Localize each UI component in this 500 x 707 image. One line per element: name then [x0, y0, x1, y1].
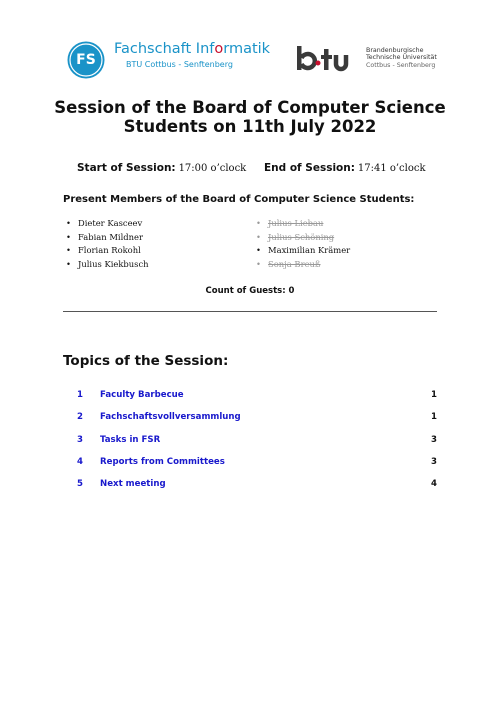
member-name: Julius Liebau: [268, 218, 324, 228]
bullet-icon: •: [66, 245, 71, 255]
session-end: [264, 162, 426, 174]
document-title: [40, 98, 460, 136]
member-item: [66, 217, 149, 231]
session-start: [77, 162, 246, 174]
start-label: Start of Session:: [77, 162, 176, 174]
btu-name: [366, 47, 437, 69]
toc-link[interactable]: Fachschaftsvollversammlung: [100, 412, 241, 423]
faculty-name-part1: Fachschaft Inf: [114, 41, 215, 57]
btu-line3: Cottbus - Senftenberg: [366, 61, 436, 69]
faculty-subtitle: BTU Cottbus - Senftenberg: [126, 60, 233, 69]
member-name: Dieter Kasceev: [78, 218, 143, 228]
bullet-icon: •: [66, 231, 71, 242]
end-label: End of Session:: [264, 162, 355, 174]
toc-link[interactable]: Reports from Committees: [100, 456, 225, 467]
toc-link[interactable]: Next meeting: [100, 479, 166, 490]
title-line2: Students on 11th July 2022: [123, 117, 377, 136]
member-name: Julius Kiekbusch: [78, 258, 149, 269]
bullet-icon: •: [256, 258, 261, 269]
toc-number[interactable]: 1: [77, 390, 83, 400]
toc-entry[interactable]: [63, 451, 437, 473]
toc-page-number: 1: [431, 412, 437, 423]
member-item-absent: [256, 217, 350, 231]
faculty-name: [114, 41, 270, 57]
bullet-icon: •: [256, 245, 261, 255]
toc-page-number: 1: [431, 390, 437, 400]
divider: [63, 311, 437, 312]
toc-number[interactable]: 5: [77, 479, 83, 490]
member-item-absent: [256, 231, 350, 245]
faculty-name-o: o: [214, 41, 224, 57]
present-members-heading: Present Members of the Board of Computer Science Students:: [63, 194, 415, 205]
toc-entry[interactable]: [63, 473, 437, 495]
member-name: Fabian Mildner: [78, 231, 143, 242]
members-list-left: [66, 217, 149, 271]
bullet-icon: •: [66, 258, 71, 269]
members-list-right: [256, 217, 350, 271]
btu-line2: Technische Universität: [366, 54, 437, 62]
toc-page-number: 3: [431, 434, 437, 445]
member-name: Maximilian Krämer: [268, 245, 351, 255]
toc-number[interactable]: 2: [77, 412, 83, 423]
btu-line1: Brandenburgische: [366, 47, 424, 54]
table-of-contents: [63, 384, 437, 495]
member-item: [66, 244, 149, 258]
end-value: 17:41 o’clock: [357, 163, 426, 174]
fs-logo-letters: FS: [76, 52, 96, 68]
guest-count: Count of Guests: 0: [205, 286, 295, 296]
toc-page-number: 3: [431, 456, 437, 467]
toc-number[interactable]: 4: [77, 456, 83, 467]
toc-link[interactable]: Tasks in FSR: [100, 434, 161, 445]
bullet-icon: •: [256, 231, 261, 242]
start-value: 17:00 o’clock: [178, 163, 247, 174]
faculty-name-part2: rmatik: [223, 41, 271, 57]
bullet-icon: •: [256, 218, 261, 228]
toc-page-number: 4: [431, 479, 437, 490]
title-line1: Session of the Board of Computer Science: [54, 98, 446, 117]
topics-heading: Topics of the Session:: [63, 353, 229, 369]
bullet-icon: •: [66, 218, 71, 228]
member-name: Julius Schöning: [268, 231, 335, 242]
toc-link[interactable]: Faculty Barbecue: [100, 390, 184, 400]
member-item: [66, 231, 149, 245]
member-name: Sonja Breuß: [268, 258, 321, 269]
member-item-absent: [256, 258, 350, 272]
member-name: Florian Rokohl: [78, 245, 141, 255]
toc-number[interactable]: 3: [77, 434, 83, 445]
toc-entry[interactable]: [63, 406, 437, 428]
member-item: [66, 258, 149, 272]
toc-entry[interactable]: [63, 384, 437, 406]
btu-logo-icon: [296, 46, 358, 72]
member-item: [256, 244, 350, 258]
fs-logo-icon: [66, 40, 106, 80]
letterhead: [66, 38, 446, 82]
toc-entry[interactable]: [63, 429, 437, 451]
